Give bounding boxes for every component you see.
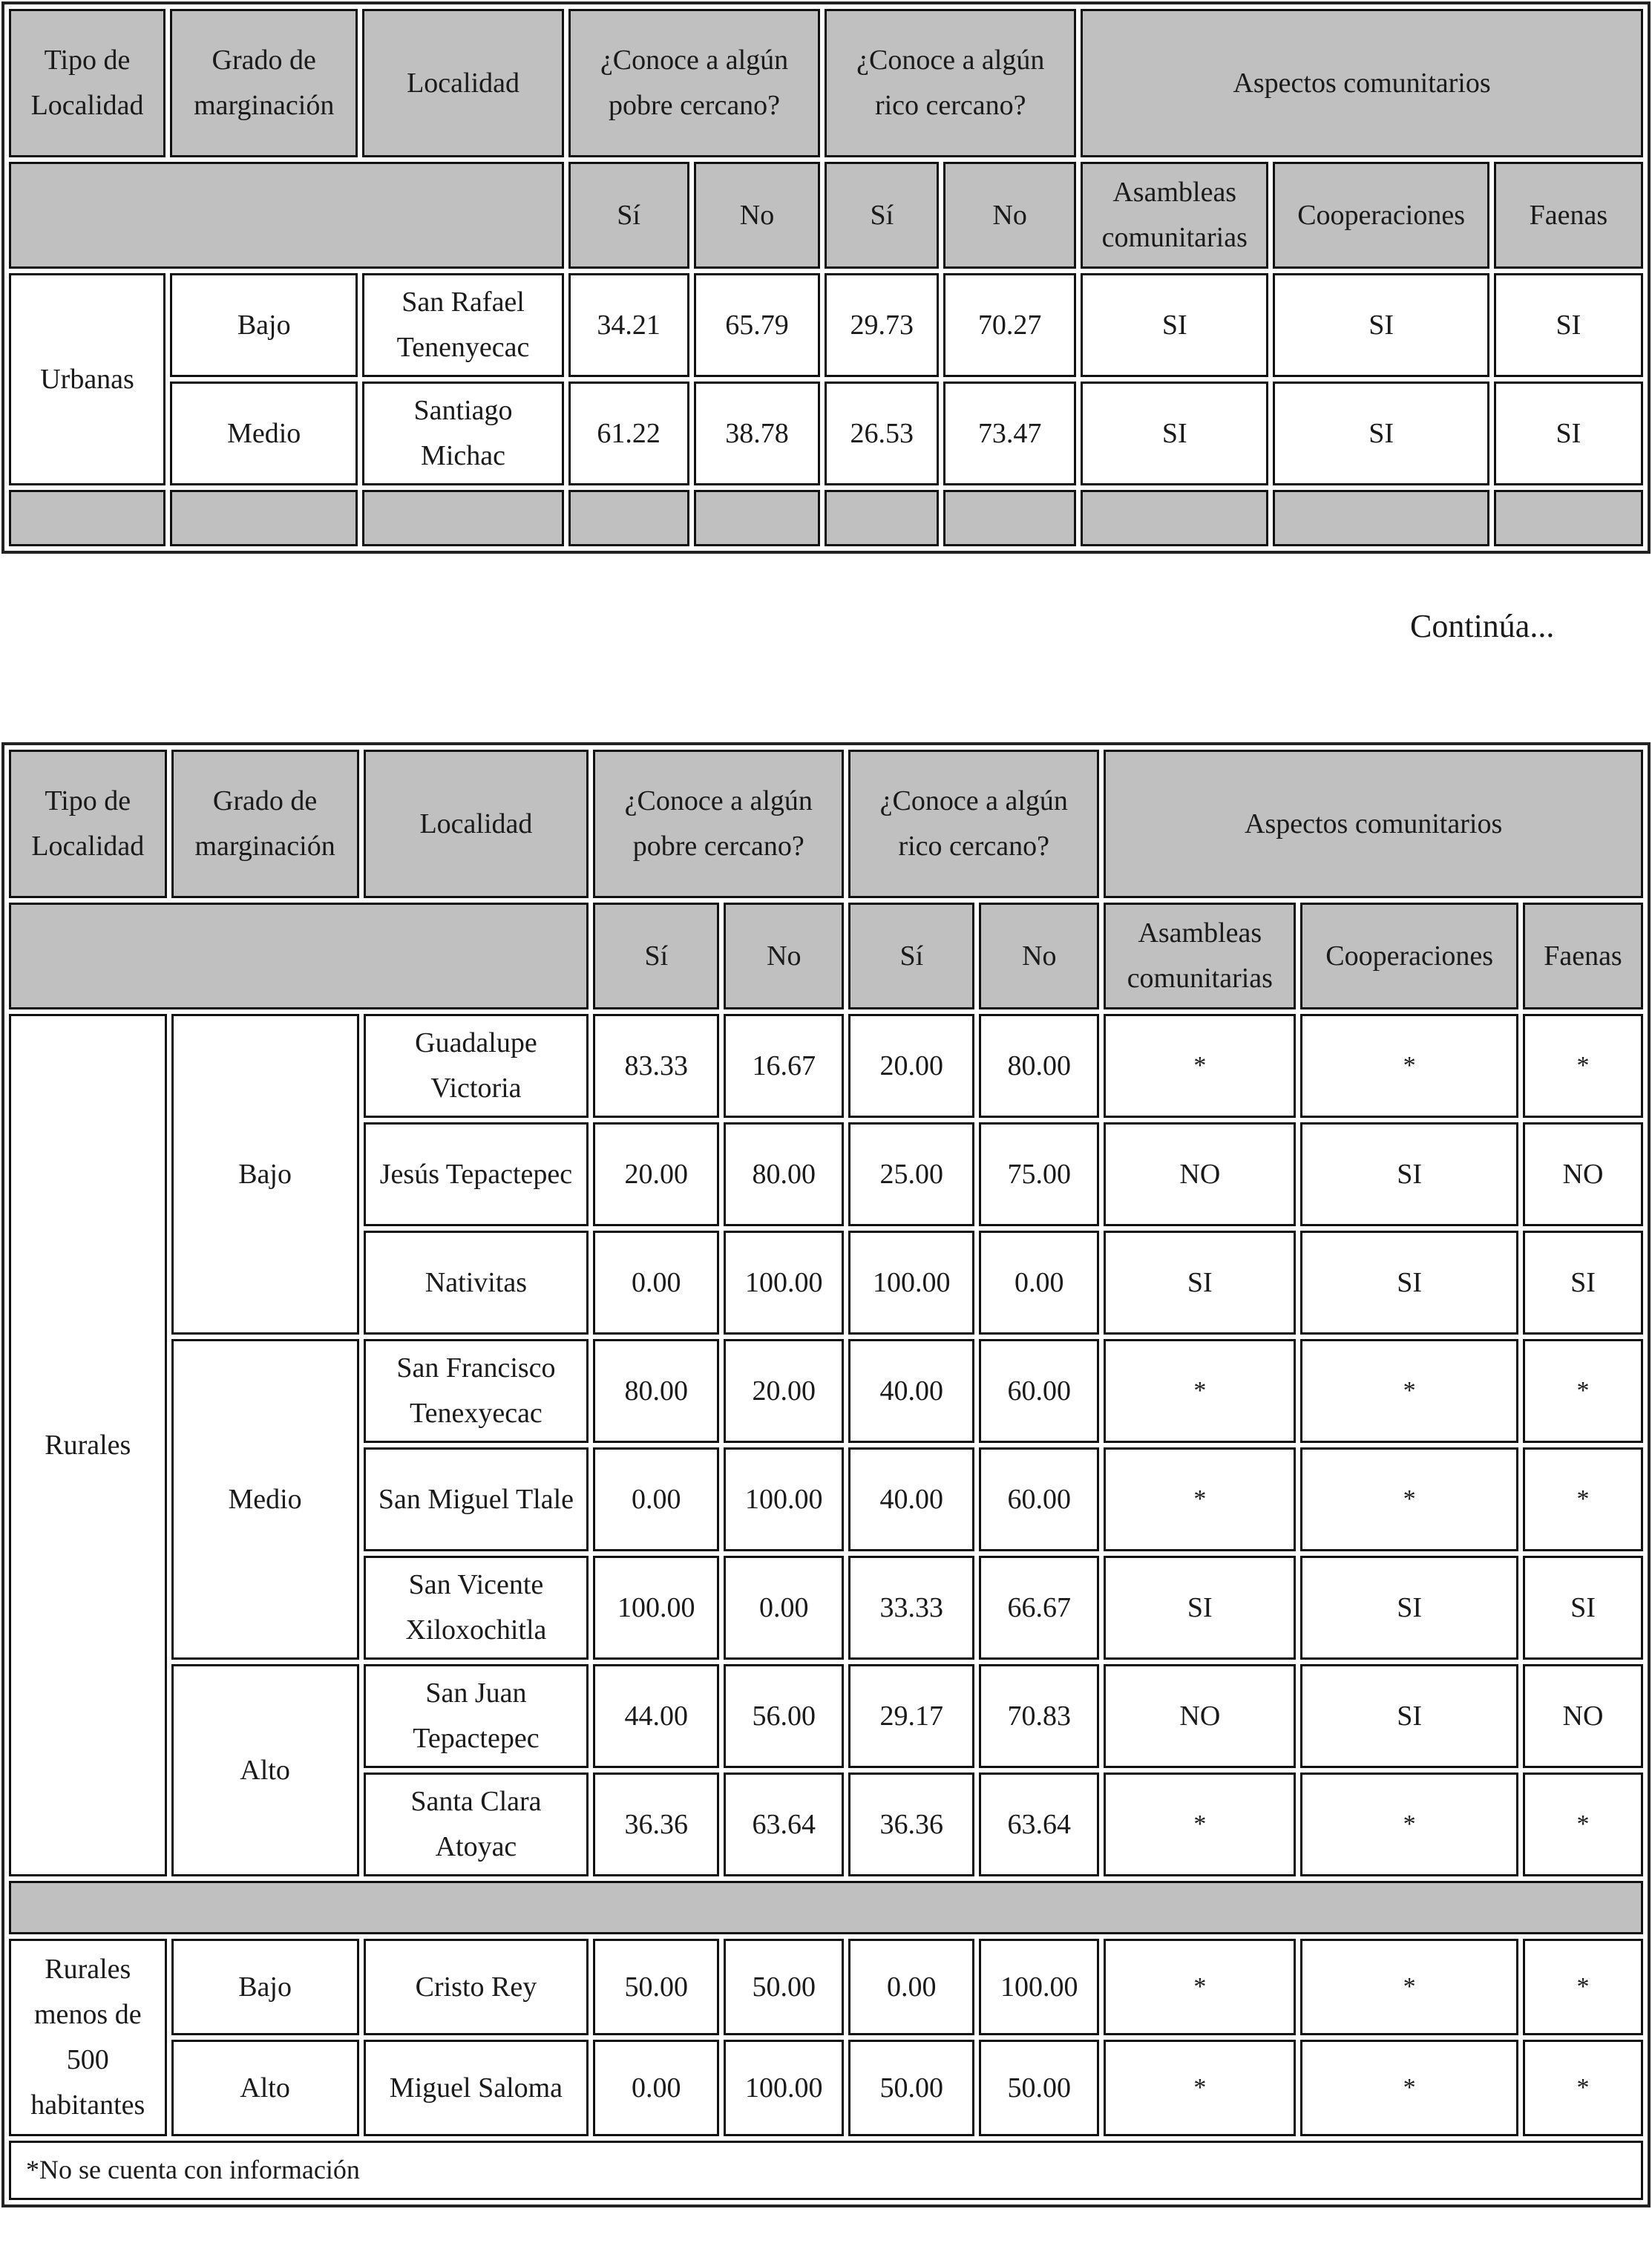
cooperaciones-cell: SI [1300,1556,1518,1660]
rico-si-cell: 29.17 [848,1664,974,1768]
header-pobre-no: No [724,903,844,1009]
pobre-no-cell: 16.67 [724,1014,844,1118]
faenas-cell: * [1523,1939,1643,2035]
header-blank [9,903,589,1009]
rico-no-cell: 0.00 [979,1231,1099,1335]
asambleas-cell: NO [1104,1122,1296,1226]
table-row [9,1939,1643,2035]
rico-no-cell: 70.27 [943,273,1076,377]
pobre-no-cell: 38.78 [694,382,821,485]
rico-si-cell: 40.00 [848,1339,974,1443]
grado-cell: Bajo [170,273,358,377]
cooperaciones-cell: * [1300,1339,1518,1443]
header-pobre-si: Sí [593,903,719,1009]
header-pobre: ¿Conoce a algún pobre cercano? [568,9,821,157]
pobre-no-cell: 65.79 [694,273,821,377]
header-cooperaciones: Cooperaciones [1300,903,1518,1009]
faenas-cell: * [1523,1773,1643,1876]
table-row [9,1664,1643,1768]
header-rico: ¿Conoce a algún rico cercano? [825,9,1076,157]
pobre-no-cell: 50.00 [724,1939,844,2035]
urban-table [1,1,1651,554]
localidad-cell: Santa Clara Atoyac [364,1773,589,1876]
asambleas-cell: SI [1081,273,1268,377]
faenas-cell: SI [1523,1556,1643,1660]
cooperaciones-cell: * [1300,1014,1518,1118]
asambleas-cell: * [1104,2040,1296,2136]
faenas-cell: * [1523,1447,1643,1551]
grado-medio: Medio [171,1339,359,1660]
rico-si-cell: 0.00 [848,1939,974,2035]
header-pobre: ¿Conoce a algún pobre cercano? [593,750,844,898]
cooperaciones-cell: * [1300,1939,1518,2035]
faenas-cell: * [1523,1339,1643,1443]
pobre-si-cell: 80.00 [593,1339,719,1443]
pobre-si-cell: 34.21 [568,273,689,377]
rico-si-cell: 36.36 [848,1773,974,1876]
header-blank [9,162,564,269]
pobre-no-cell: 80.00 [724,1122,844,1226]
grado-bajo: Bajo [171,1014,359,1335]
localidad-cell: Jesús Tepactepec [364,1122,589,1226]
rico-no-cell: 100.00 [979,1939,1099,2035]
header-grado: Grado de marginación [171,750,359,898]
faenas-cell: NO [1523,1122,1643,1226]
localidad-cell: San Rafael Tenenyecac [362,273,563,377]
faenas-cell: * [1523,1014,1643,1118]
header-rico-no: No [943,162,1076,269]
header-localidad: Localidad [364,750,589,898]
asambleas-cell: NO [1104,1664,1296,1768]
header-faenas: Faenas [1494,162,1643,269]
asambleas-cell: * [1104,1447,1296,1551]
rico-no-cell: 60.00 [979,1447,1099,1551]
pobre-no-cell: 63.64 [724,1773,844,1876]
cooperaciones-cell: * [1300,2040,1518,2136]
grado-cell: Medio [170,382,358,485]
grado-cell: Alto [171,2040,359,2136]
header-localidad: Localidad [362,9,563,157]
asambleas-cell: * [1104,1339,1296,1443]
group-rurales-menos-500: Rurales menos de 500 habitantes [9,1939,167,2136]
rico-si-cell: 25.00 [848,1122,974,1226]
note-row [9,2141,1643,2200]
localidad-cell: Santiago Michac [362,382,563,485]
rico-no-cell: 80.00 [979,1014,1099,1118]
separator-row [9,1881,1643,1934]
localidad-cell: Guadalupe Victoria [364,1014,589,1118]
localidad-cell: San Juan Tepactepec [364,1664,589,1768]
rico-no-cell: 75.00 [979,1122,1099,1226]
table-row [9,273,1643,377]
pobre-no-cell: 20.00 [724,1339,844,1443]
pobre-si-cell: 0.00 [593,1447,719,1551]
header-aspectos: Aspectos comunitarios [1104,750,1643,898]
asambleas-cell: * [1104,1939,1296,2035]
header-rico-si: Sí [825,162,939,269]
header-tipo: Tipo de Localidad [9,9,165,157]
rico-no-cell: 70.83 [979,1664,1099,1768]
header-cooperaciones: Cooperaciones [1273,162,1489,269]
pobre-no-cell: 100.00 [724,1447,844,1551]
rico-si-cell: 100.00 [848,1231,974,1335]
header-rico-no: No [979,903,1099,1009]
header-asambleas: Asambleas comunitarias [1081,162,1268,269]
cooperaciones-cell: SI [1300,1664,1518,1768]
pobre-si-cell: 20.00 [593,1122,719,1226]
rico-si-cell: 29.73 [825,273,939,377]
asambleas-cell: * [1104,1773,1296,1876]
header-pobre-si: Sí [568,162,689,269]
cooperaciones-cell: SI [1300,1231,1518,1335]
footnote: *No se cuenta con información [9,2141,1643,2200]
rico-no-cell: 50.00 [979,2040,1099,2136]
header-asambleas: Asambleas comunitarias [1104,903,1296,1009]
table-row [9,1014,1643,1118]
rico-si-cell: 26.53 [825,382,939,485]
rico-si-cell: 33.33 [848,1556,974,1660]
group-urbanas: Urbanas [9,273,165,485]
pobre-si-cell: 50.00 [593,1939,719,2035]
grado-alto: Alto [171,1664,359,1876]
faenas-cell: SI [1494,382,1643,485]
pobre-si-cell: 36.36 [593,1773,719,1876]
rural-table [1,742,1651,2207]
faenas-cell: SI [1494,273,1643,377]
grado-cell: Bajo [171,1939,359,2035]
cooperaciones-cell: * [1300,1447,1518,1551]
cooperaciones-cell: * [1300,1773,1518,1876]
faenas-cell: NO [1523,1664,1643,1768]
cooperaciones-cell: SI [1273,273,1489,377]
continua-label: Continúa... [1410,608,1555,644]
pobre-no-cell: 100.00 [724,2040,844,2136]
rico-si-cell: 20.00 [848,1014,974,1118]
header-rico: ¿Conoce a algún rico cercano? [848,750,1099,898]
rico-si-cell: 50.00 [848,2040,974,2136]
localidad-cell: San Francisco Tenexyecac [364,1339,589,1443]
cooperaciones-cell: SI [1273,382,1489,485]
rico-no-cell: 60.00 [979,1339,1099,1443]
table-row [9,2040,1643,2136]
localidad-cell: Nativitas [364,1231,589,1335]
header-faenas: Faenas [1523,903,1643,1009]
rico-no-cell: 63.64 [979,1773,1099,1876]
pobre-si-cell: 0.00 [593,1231,719,1335]
faenas-cell: * [1523,2040,1643,2136]
asambleas-cell: SI [1104,1231,1296,1335]
header-rico-si: Sí [848,903,974,1009]
localidad-cell: San Vicente Xiloxochitla [364,1556,589,1660]
asambleas-cell: * [1104,1014,1296,1118]
table-row [9,1339,1643,1443]
header-pobre-no: No [694,162,821,269]
rico-no-cell: 73.47 [943,382,1076,485]
localidad-cell: San Miguel Tlale [364,1447,589,1551]
cooperaciones-cell: SI [1300,1122,1518,1226]
group-rurales: Rurales [9,1014,167,1876]
header-grado: Grado de marginación [170,9,358,157]
header-tipo: Tipo de Localidad [9,750,167,898]
pobre-no-cell: 100.00 [724,1231,844,1335]
faenas-cell: SI [1523,1231,1643,1335]
localidad-cell: Miguel Saloma [364,2040,589,2136]
asambleas-cell: SI [1081,382,1268,485]
pobre-si-cell: 83.33 [593,1014,719,1118]
pobre-no-cell: 56.00 [724,1664,844,1768]
localidad-cell: Cristo Rey [364,1939,589,2035]
pobre-si-cell: 61.22 [568,382,689,485]
header-aspectos: Aspectos comunitarios [1081,9,1643,157]
asambleas-cell: SI [1104,1556,1296,1660]
pobre-no-cell: 0.00 [724,1556,844,1660]
rico-no-cell: 66.67 [979,1556,1099,1660]
pobre-si-cell: 44.00 [593,1664,719,1768]
rico-si-cell: 40.00 [848,1447,974,1551]
pobre-si-cell: 100.00 [593,1556,719,1660]
spacer-row [9,490,1643,546]
table-row [9,382,1643,485]
pobre-si-cell: 0.00 [593,2040,719,2136]
